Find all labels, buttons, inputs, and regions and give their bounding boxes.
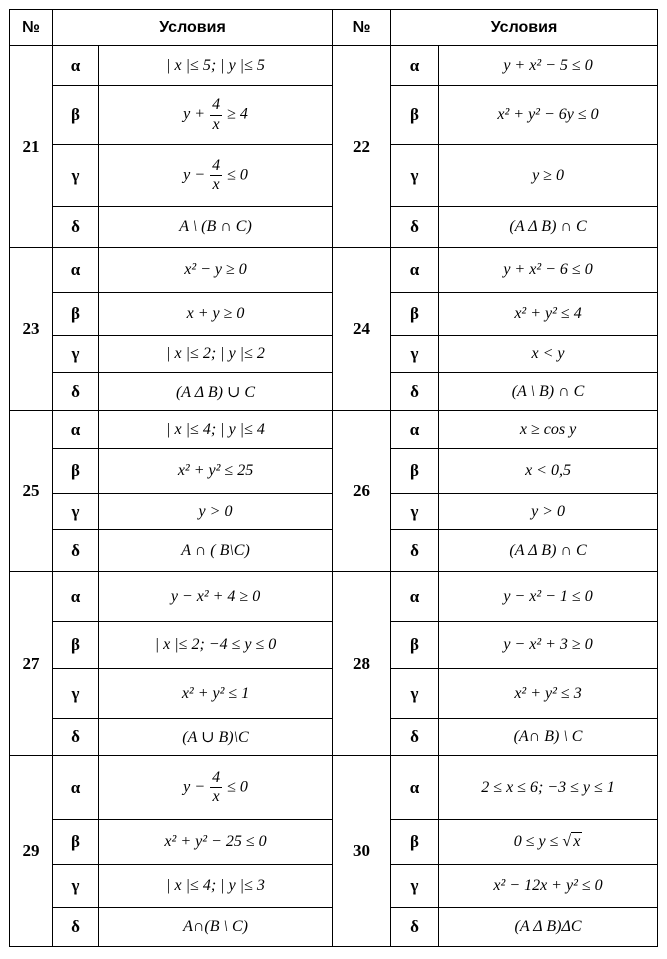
- fraction-denominator: x: [212, 788, 220, 805]
- condition-cell: y + x² − 5 ≤ 0: [439, 46, 658, 86]
- label-delta: δ: [53, 719, 99, 756]
- condition-cell: x < y: [439, 336, 658, 373]
- condition-cell: (A Δ B)ΔC: [439, 908, 658, 947]
- condition-cell: (A Δ B) ∩ C: [439, 530, 658, 572]
- label-alpha: α: [53, 756, 99, 820]
- label-gamma: γ: [391, 669, 439, 719]
- fraction-denominator: x: [212, 115, 220, 133]
- condition-cell: [99, 756, 333, 820]
- variant-number: 21: [10, 46, 53, 248]
- label-delta: δ: [391, 530, 439, 572]
- condition-cell: (A∩ B) \ C: [439, 719, 658, 756]
- condition-cell: [439, 820, 658, 865]
- variant-number: 27: [10, 572, 53, 756]
- conditions-table: [9, 9, 658, 947]
- cond-post: ≤ 0: [223, 778, 248, 796]
- label-delta: δ: [391, 207, 439, 248]
- cond-pre: y +: [183, 105, 210, 123]
- condition-cell: (A ∪ B)\C: [99, 719, 333, 756]
- sqrt-expression: √ x: [562, 833, 581, 850]
- cond-pre: 0 ≤ y ≤: [513, 833, 563, 850]
- condition-cell: y ≥ 0: [439, 145, 658, 207]
- label-alpha: α: [53, 46, 99, 86]
- label-alpha: α: [391, 46, 439, 86]
- label-delta: δ: [391, 373, 439, 411]
- condition-cell: (A Δ B) ∩ C: [439, 207, 658, 248]
- label-beta: β: [53, 293, 99, 336]
- fraction-numerator: 4: [210, 769, 222, 788]
- condition-cell: | x |≤ 2; −4 ≤ y ≤ 0: [99, 622, 333, 669]
- cond-pre: y −: [183, 166, 210, 184]
- table-row: [10, 411, 658, 449]
- label-delta: δ: [53, 530, 99, 572]
- label-alpha: α: [391, 572, 439, 622]
- condition-cell: | x |≤ 5; | y |≤ 5: [99, 46, 333, 86]
- label-gamma: γ: [53, 669, 99, 719]
- condition-cell: y > 0: [99, 494, 333, 530]
- label-beta: β: [391, 86, 439, 145]
- fraction-numerator: 4: [210, 157, 222, 176]
- variant-number: 22: [333, 46, 391, 248]
- label-alpha: α: [391, 411, 439, 449]
- condition-cell: x² + y² ≤ 25: [99, 449, 333, 494]
- variant-number: 29: [10, 756, 53, 947]
- variant-number: 26: [333, 411, 391, 572]
- condition-cell: y + x² − 6 ≤ 0: [439, 248, 658, 293]
- condition-cell: x² + y² − 25 ≤ 0: [99, 820, 333, 865]
- condition-cell: x² + y² ≤ 4: [439, 293, 658, 336]
- table-row: [10, 46, 658, 86]
- header-cond-right: Условия: [391, 10, 658, 46]
- label-gamma: γ: [391, 336, 439, 373]
- condition-cell: [99, 86, 333, 145]
- label-delta: δ: [53, 207, 99, 248]
- label-beta: β: [391, 820, 439, 865]
- fraction: [210, 769, 222, 807]
- condition-cell: 2 ≤ x ≤ 6; −3 ≤ y ≤ 1: [439, 756, 658, 820]
- cond-pre: y −: [183, 778, 210, 796]
- label-delta: δ: [53, 908, 99, 947]
- table-row: [10, 572, 658, 622]
- header-row: [10, 10, 658, 46]
- condition-cell: y > 0: [439, 494, 658, 530]
- sqrt-radicand: x: [573, 833, 581, 850]
- condition-cell: [99, 145, 333, 207]
- label-alpha: α: [391, 756, 439, 820]
- label-gamma: γ: [53, 145, 99, 207]
- condition-cell: x² − y ≥ 0: [99, 248, 333, 293]
- label-gamma: γ: [53, 865, 99, 908]
- condition-cell: y − x² + 4 ≥ 0: [99, 572, 333, 622]
- condition-cell: x² + y² ≤ 3: [439, 669, 658, 719]
- variant-number: 23: [10, 248, 53, 411]
- condition-cell: x² − 12x + y² ≤ 0: [439, 865, 658, 908]
- label-gamma: γ: [391, 494, 439, 530]
- label-alpha: α: [391, 248, 439, 293]
- variant-number: 25: [10, 411, 53, 572]
- variant-number: 30: [333, 756, 391, 947]
- table-row: [10, 248, 658, 293]
- condition-cell: x < 0,5: [439, 449, 658, 494]
- fraction-numerator: 4: [210, 96, 222, 115]
- label-beta: β: [53, 86, 99, 145]
- label-delta: δ: [391, 719, 439, 756]
- variant-number: 24: [333, 248, 391, 411]
- condition-cell: x ≥ cos y: [439, 411, 658, 449]
- table-row: [10, 756, 658, 820]
- condition-cell: x + y ≥ 0: [99, 293, 333, 336]
- label-beta: β: [53, 622, 99, 669]
- label-beta: β: [53, 449, 99, 494]
- condition-cell: (A Δ B) ∪ C: [99, 373, 333, 411]
- fraction-denominator: x: [212, 176, 220, 193]
- condition-cell: | x |≤ 2; | y |≤ 2: [99, 336, 333, 373]
- condition-cell: A \ (B ∩ C): [99, 207, 333, 248]
- label-gamma: γ: [53, 494, 99, 530]
- label-delta: δ: [391, 908, 439, 947]
- condition-cell: x² + y² − 6y ≤ 0: [439, 86, 658, 145]
- fraction: [210, 157, 222, 195]
- header-cond-left: Условия: [53, 10, 333, 46]
- condition-cell: | x |≤ 4; | y |≤ 4: [99, 411, 333, 449]
- cond-post: ≥ 4: [223, 105, 248, 123]
- label-gamma: γ: [53, 336, 99, 373]
- condition-cell: A∩(B \ C): [99, 908, 333, 947]
- label-beta: β: [391, 293, 439, 336]
- label-gamma: γ: [391, 145, 439, 207]
- cond-post: ≤ 0: [223, 166, 248, 184]
- label-delta: δ: [53, 373, 99, 411]
- header-num-right: №: [333, 10, 391, 46]
- fraction: [210, 96, 222, 134]
- label-alpha: α: [53, 411, 99, 449]
- label-beta: β: [53, 820, 99, 865]
- label-beta: β: [391, 622, 439, 669]
- label-beta: β: [391, 449, 439, 494]
- label-alpha: α: [53, 572, 99, 622]
- condition-cell: A ∩ ( B\C): [99, 530, 333, 572]
- condition-cell: x² + y² ≤ 1: [99, 669, 333, 719]
- label-gamma: γ: [391, 865, 439, 908]
- header-num-left: №: [10, 10, 53, 46]
- variant-number: 28: [333, 572, 391, 756]
- condition-cell: y − x² + 3 ≥ 0: [439, 622, 658, 669]
- label-alpha: α: [53, 248, 99, 293]
- condition-cell: y − x² − 1 ≤ 0: [439, 572, 658, 622]
- condition-cell: (A \ B) ∩ C: [439, 373, 658, 411]
- condition-cell: | x |≤ 4; | y |≤ 3: [99, 865, 333, 908]
